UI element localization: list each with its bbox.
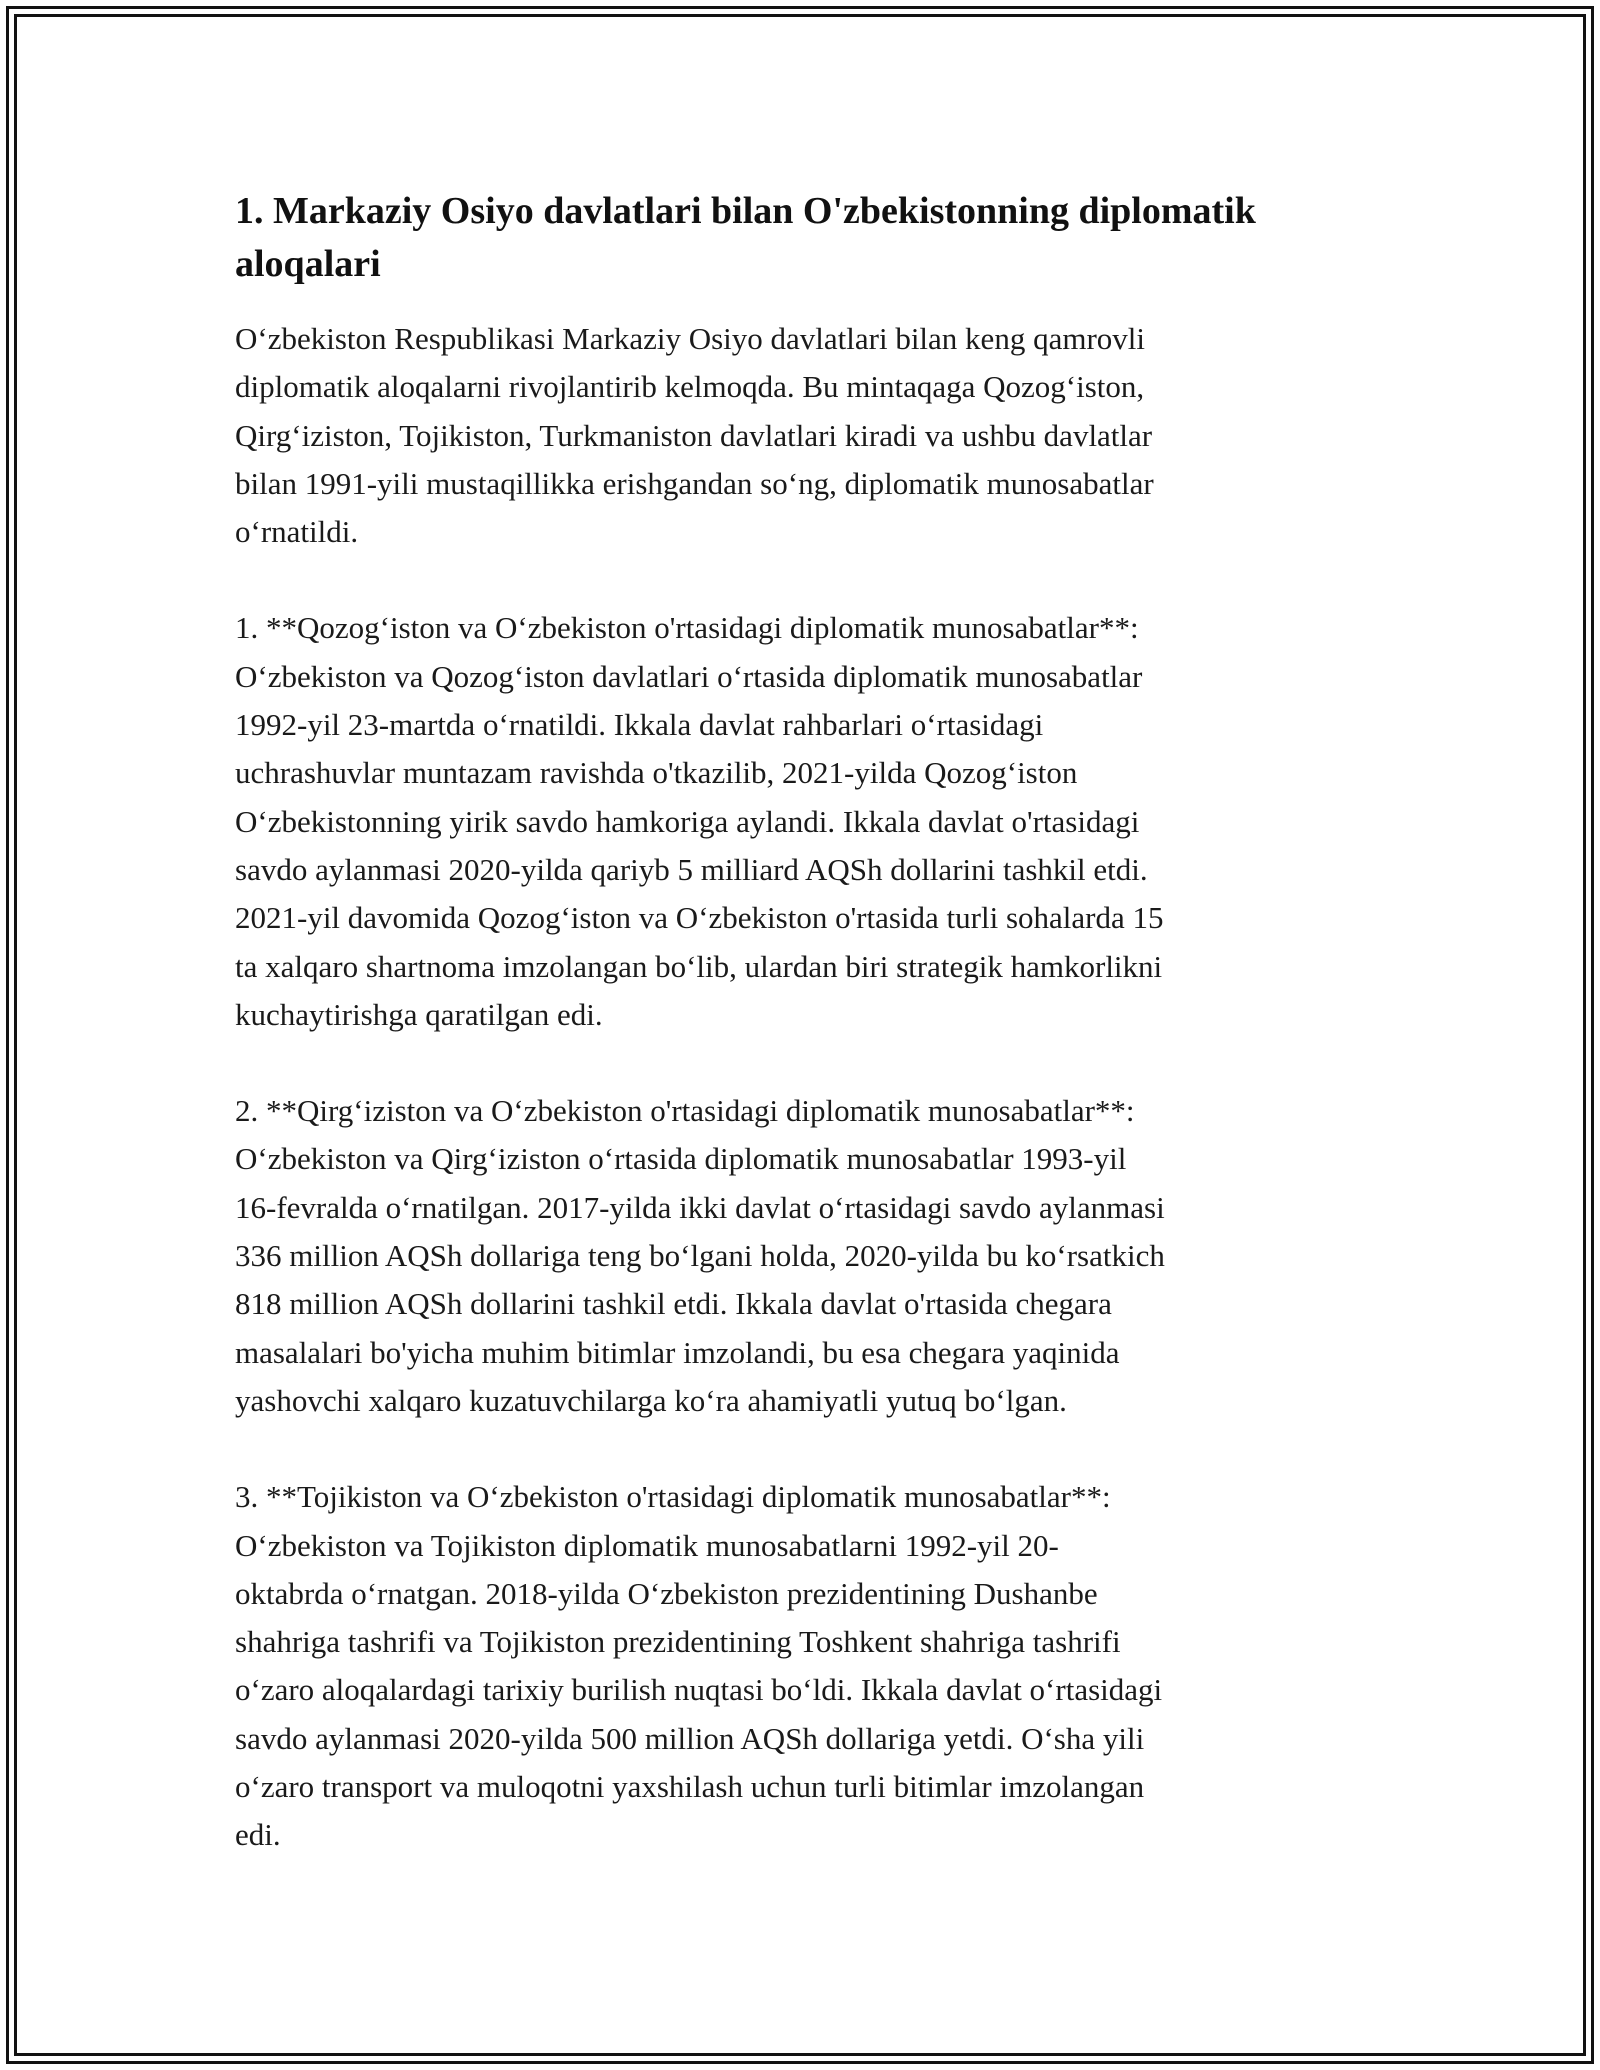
intro-paragraph: O‘zbekiston Respublikasi Markaziy Osiyo davlatlari bilan keng qamrovli diplomatik aloqalarni rivojlantirib kelmoqda. Bu mintaqaga Qozog‘iston, Qirg‘iziston, Tojikiston, Turkmaniston davlatlari kiradi va ushbu davlatlar bilan 1991-yili mustaqillikka erishgandan so‘ng, diplomatik munosabatlar o‘rnatildi. bbox=[235, 321, 1154, 550]
section-body: O‘zbekiston va Qozog‘iston davlatlari o‘rtasida diplomatik munosabatlar 1992-yil 23-martda o‘rnatildi. Ikkala davlat rahbarlari o‘rtasidagi uchrashuvlar muntazam ravishda o'tkazilib, 2021-yilda Qozog‘iston O‘zbekistonning yirik savdo hamkoriga aylandi. Ikkala davlat o'rtasidagi savdo aylanmasi 2020-yilda qariyb 5 milliard AQSh dollarini tashkil etdi. 2021-yil davomida Qozog‘iston va O‘zbekiston o'rtasida turli sohalarda 15 ta xalqaro shartnoma imzolangan bo‘lib, ulardan biri strategik hamkorlikni kuchaytirishga qaratilgan edi. bbox=[235, 658, 1164, 1032]
section-kazakhstan bbox=[235, 604, 1365, 1039]
section-heading: 1. **Qozog‘iston va O‘zbekiston o'rtasidagi diplomatik munosabatlar**: bbox=[235, 610, 1139, 646]
section-gap bbox=[235, 556, 1365, 604]
section-body: O‘zbekiston va Qirg‘iziston o‘rtasida diplomatik munosabatlar 1993-yil 16-fevralda o‘rnatilgan. 2017-yilda ikki davlat o‘rtasidagi savdo aylanmasi 336 million AQSh dollariga teng bo‘lgani holda, 2020-yilda bu ko‘rsatkich 818 million AQSh dollarini tashkil etdi. Ikkala davlat o'rtasida chegara masalalari bo'yicha muhim bitimlar imzolandi, bu esa chegara yaqinida yashovchi xalqaro kuzatuvchilarga ko‘ra ahamiyatli yutuq bo‘lgan. bbox=[235, 1141, 1165, 1418]
document-body bbox=[235, 185, 1365, 1860]
section-tajikistan bbox=[235, 1473, 1365, 1859]
section-kyrgyzstan bbox=[235, 1087, 1365, 1425]
section-gap bbox=[235, 1425, 1365, 1473]
section-body: O‘zbekiston va Tojikiston diplomatik munosabatlarni 1992-yil 20- oktabrda o‘rnatgan. 2018-yilda O‘zbekiston prezidentining Dushanbe shahriga tashrifi va Tojikiston prezidentining Toshkent shahriga tashrifi o‘zaro aloqalardagi tarixiy burilish nuqtasi bo‘ldi. Ikkala davlat o‘rtasidagi savdo aylanmasi 2020-yilda 500 million AQSh dollariga yetdi. O‘sha yili o‘zaro transport va muloqotni yaxshilash uchun turli bitimlar imzolangan edi. bbox=[235, 1527, 1163, 1853]
section-heading: 2. **Qirg‘iziston va O‘zbekiston o'rtasidagi diplomatik munosabatlar**: bbox=[235, 1093, 1135, 1129]
document-title: 1. Markaziy Osiyo davlatlari bilan O'zbekistonning diplomatik aloqalari bbox=[235, 190, 1256, 285]
section-heading: 3. **Tojikiston va O‘zbekiston o'rtasidagi diplomatik munosabatlar**: bbox=[235, 1479, 1111, 1515]
section-gap bbox=[235, 1039, 1365, 1087]
